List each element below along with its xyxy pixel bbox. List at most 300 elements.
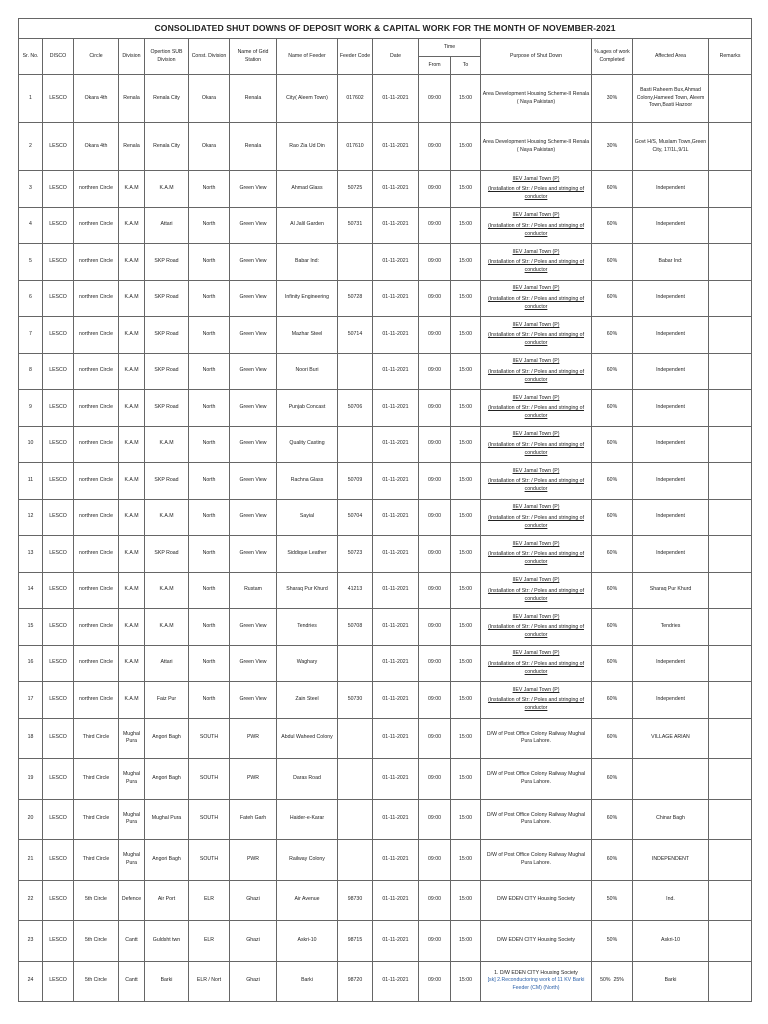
percent-value: 60% (606, 184, 618, 191)
cell-from: 09:00 (419, 718, 451, 759)
percent-value: 60% (606, 815, 618, 822)
cell-grid: Renala (230, 123, 277, 171)
purpose-line-1: IIEV Jamal Town (P) (512, 540, 560, 547)
col-header-from: From (419, 57, 451, 75)
purpose-line-1: IIEV Jamal Town (P) (512, 321, 560, 328)
cell-from: 09:00 (419, 799, 451, 840)
purpose-line-2: (Installation of Str: / Poles and stringing of conductor (487, 697, 585, 712)
cell-sr: 12 (19, 499, 43, 536)
cell-sub: SKP Road (145, 390, 189, 427)
cell-circle: 5th Circle (74, 961, 119, 1002)
cell-percent (592, 759, 633, 800)
cell-const: North (189, 645, 230, 682)
cell-purpose (481, 390, 592, 427)
cell-circle: northren Circle (74, 390, 119, 427)
cell-percent (592, 123, 633, 171)
cell-sr: 10 (19, 426, 43, 463)
cell-grid: Rustam (230, 572, 277, 609)
cell-to: 15:00 (451, 499, 481, 536)
cell-sr: 20 (19, 799, 43, 840)
cell-sub: SKP Road (145, 244, 189, 281)
cell-percent (592, 75, 633, 123)
cell-area: Independent (633, 207, 709, 244)
cell-sr: 8 (19, 353, 43, 390)
cell-code: 41213 (338, 572, 373, 609)
col-header-circle: Circle (74, 39, 119, 75)
cell-circle: northren Circle (74, 572, 119, 609)
cell-disco: LESCO (43, 123, 74, 171)
purpose-line-2: (Installation of Str: / Poles and stringing of conductor (487, 624, 585, 639)
table-row (19, 75, 752, 123)
cell-sub: SKP Road (145, 317, 189, 354)
cell-circle: northren Circle (74, 499, 119, 536)
cell-purpose (481, 840, 592, 881)
col-header-feeder-code: Feeder Code (338, 39, 373, 75)
cell-purpose (481, 463, 592, 500)
purpose-line-2: (Installation of Str: / Poles and stringing of conductor (487, 186, 585, 201)
shutdown-schedule-sheet (18, 18, 751, 1002)
col-header-sr: Sr. No. (19, 39, 43, 75)
cell-feeder: Barki (277, 961, 338, 1002)
cell-disco: LESCO (43, 317, 74, 354)
table-row (19, 921, 752, 962)
cell-remarks (709, 426, 752, 463)
cell-disco: LESCO (43, 390, 74, 427)
cell-grid: Green View (230, 171, 277, 208)
cell-remarks (709, 880, 752, 921)
cell-remarks (709, 609, 752, 646)
cell-percent (592, 463, 633, 500)
cell-disco: LESCO (43, 207, 74, 244)
cell-date: 01-11-2021 (373, 244, 419, 281)
cell-sub: Angori Bagh (145, 759, 189, 800)
cell-area: Barki (633, 961, 709, 1002)
cell-sr: 1 (19, 75, 43, 123)
cell-sub: Renala City (145, 75, 189, 123)
cell-percent (592, 353, 633, 390)
cell-grid: Green View (230, 280, 277, 317)
cell-date: 01-11-2021 (373, 317, 419, 354)
percent-value: 60% (606, 586, 618, 593)
cell-percent (592, 645, 633, 682)
cell-percent (592, 207, 633, 244)
cell-circle: northren Circle (74, 317, 119, 354)
cell-disco: LESCO (43, 463, 74, 500)
cell-circle: northren Circle (74, 426, 119, 463)
cell-code: 50730 (338, 682, 373, 719)
cell-to: 15:00 (451, 799, 481, 840)
cell-area: Independent (633, 426, 709, 463)
cell-to: 15:00 (451, 426, 481, 463)
cell-division: K.A.M (119, 499, 145, 536)
cell-sub: SKP Road (145, 280, 189, 317)
cell-division: Mughal Pura (119, 840, 145, 881)
cell-const: North (189, 244, 230, 281)
cell-purpose (481, 75, 592, 123)
purpose-line-2: (Installation of Str: / Poles and stringing of conductor (487, 478, 585, 493)
cell-date: 01-11-2021 (373, 759, 419, 800)
cell-to: 15:00 (451, 572, 481, 609)
purpose-line-1: IIEV Jamal Town (P) (512, 358, 560, 365)
cell-disco: LESCO (43, 880, 74, 921)
cell-division: K.A.M (119, 390, 145, 427)
purpose-line-2: (Installation of Str: / Poles and stringing of conductor (487, 405, 585, 420)
cell-sr: 6 (19, 280, 43, 317)
cell-from: 09:00 (419, 499, 451, 536)
table-row (19, 718, 752, 759)
percent-value-2: 25% (613, 977, 624, 984)
cell-disco: LESCO (43, 280, 74, 317)
cell-percent (592, 317, 633, 354)
cell-area: Independent (633, 353, 709, 390)
cell-feeder: Tendries (277, 609, 338, 646)
cell-division: K.A.M (119, 463, 145, 500)
cell-percent (592, 499, 633, 536)
cell-date: 01-11-2021 (373, 207, 419, 244)
cell-circle: 5th Circle (74, 921, 119, 962)
cell-date: 01-11-2021 (373, 645, 419, 682)
cell-percent (592, 244, 633, 281)
cell-disco: LESCO (43, 244, 74, 281)
purpose-line-1: IIEV Jamal Town (P) (512, 504, 560, 511)
cell-division: Renala (119, 123, 145, 171)
purpose-line-1: 1. D/W EDEN CITY Housing Society (494, 969, 578, 976)
cell-sr: 19 (19, 759, 43, 800)
cell-from: 09:00 (419, 759, 451, 800)
col-header-disco: DISCO (43, 39, 74, 75)
cell-grid: Green View (230, 645, 277, 682)
cell-division: Cantt (119, 921, 145, 962)
cell-disco: LESCO (43, 572, 74, 609)
cell-grid: Green View (230, 536, 277, 573)
percent-value: 50% (600, 977, 611, 984)
cell-date: 01-11-2021 (373, 463, 419, 500)
cell-disco: LESCO (43, 840, 74, 881)
col-header-percent: %.ages of work Completed (592, 39, 633, 75)
cell-purpose (481, 499, 592, 536)
cell-grid: Green View (230, 609, 277, 646)
cell-grid: Green View (230, 499, 277, 536)
purpose-line-2: (Installation of Str: / Poles and stringing of conductor (487, 441, 585, 456)
cell-const: North (189, 207, 230, 244)
table-row (19, 840, 752, 881)
cell-feeder: Quality Casting (277, 426, 338, 463)
percent-value: 60% (606, 403, 618, 410)
cell-feeder: Rao Zia Ud Din (277, 123, 338, 171)
percent-value: 30% (606, 94, 618, 101)
cell-from: 09:00 (419, 961, 451, 1002)
cell-purpose (481, 207, 592, 244)
cell-grid: PWR (230, 840, 277, 881)
col-header-affected-area: Affected Area (633, 39, 709, 75)
purpose-line-1: D/W of Post Office Colony Railway Mughal Pura Lahore. (486, 730, 586, 745)
cell-feeder: Siddique Leather (277, 536, 338, 573)
cell-code (338, 244, 373, 281)
col-header-remarks: Remarks (709, 39, 752, 75)
cell-division: K.A.M (119, 645, 145, 682)
cell-grid: Renala (230, 75, 277, 123)
cell-area: Independent (633, 499, 709, 536)
cell-from: 09:00 (419, 171, 451, 208)
cell-sr: 21 (19, 840, 43, 881)
cell-circle: Third Circle (74, 799, 119, 840)
table-row (19, 353, 752, 390)
cell-grid: Green View (230, 426, 277, 463)
purpose-line-2: (Installation of Str: / Poles and stringing of conductor (487, 332, 585, 347)
cell-purpose (481, 171, 592, 208)
cell-const: ELR (189, 880, 230, 921)
cell-sub: SKP Road (145, 536, 189, 573)
cell-area: Tendries (633, 609, 709, 646)
cell-percent (592, 536, 633, 573)
cell-disco: LESCO (43, 426, 74, 463)
cell-percent (592, 961, 633, 1002)
cell-sr: 5 (19, 244, 43, 281)
cell-division: K.A.M (119, 353, 145, 390)
cell-date: 01-11-2021 (373, 171, 419, 208)
cell-date: 01-11-2021 (373, 499, 419, 536)
cell-area: Ind. (633, 880, 709, 921)
percent-value: 60% (606, 294, 618, 301)
cell-grid: Green View (230, 390, 277, 427)
cell-circle: northren Circle (74, 171, 119, 208)
cell-date: 01-11-2021 (373, 961, 419, 1002)
cell-division: K.A.M (119, 280, 145, 317)
cell-division: Mughal Pura (119, 718, 145, 759)
percent-value: 50% (606, 936, 618, 943)
percent-value: 60% (606, 659, 618, 666)
cell-from: 09:00 (419, 921, 451, 962)
purpose-line-1: IIEV Jamal Town (P) (512, 467, 560, 474)
cell-purpose (481, 353, 592, 390)
cell-percent (592, 880, 633, 921)
table-row (19, 799, 752, 840)
cell-sr: 13 (19, 536, 43, 573)
cell-percent (592, 390, 633, 427)
cell-feeder: Babar Ind: (277, 244, 338, 281)
cell-sub: Angori Bagh (145, 840, 189, 881)
cell-code: 50725 (338, 171, 373, 208)
cell-const: North (189, 353, 230, 390)
table-row (19, 499, 752, 536)
cell-sub: K.A.M (145, 499, 189, 536)
cell-area: Basti Raheem Bux,Ahmad Colony,Hameed Town, Aleem Town,Basti Hazoor (633, 75, 709, 123)
cell-division: K.A.M (119, 536, 145, 573)
cell-area: Askri-10 (633, 921, 709, 962)
cell-from: 09:00 (419, 645, 451, 682)
cell-remarks (709, 645, 752, 682)
cell-area: Babar Ind: (633, 244, 709, 281)
cell-circle: northren Circle (74, 609, 119, 646)
table-row (19, 123, 752, 171)
cell-from: 09:00 (419, 572, 451, 609)
cell-from: 09:00 (419, 75, 451, 123)
purpose-line-1: D/W of Post Office Colony Railway Mughal Pura Lahore. (486, 811, 586, 826)
cell-code (338, 840, 373, 881)
cell-feeder: Daras Road (277, 759, 338, 800)
table-row (19, 207, 752, 244)
cell-code (338, 799, 373, 840)
cell-to: 15:00 (451, 280, 481, 317)
percent-value: 60% (606, 622, 618, 629)
cell-purpose (481, 682, 592, 719)
purpose-line-2: (Installation of Str: / Poles and stringing of conductor (487, 222, 585, 237)
cell-division: Defence (119, 880, 145, 921)
cell-const: North (189, 536, 230, 573)
cell-grid: PWR (230, 718, 277, 759)
cell-disco: LESCO (43, 353, 74, 390)
percent-value: 30% (606, 142, 618, 149)
cell-sub: K.A.M (145, 171, 189, 208)
table-row (19, 609, 752, 646)
cell-area (633, 759, 709, 800)
cell-remarks (709, 536, 752, 573)
cell-division: K.A.M (119, 682, 145, 719)
cell-area: Independent (633, 390, 709, 427)
table-row (19, 280, 752, 317)
cell-from: 09:00 (419, 880, 451, 921)
cell-date: 01-11-2021 (373, 280, 419, 317)
table-row (19, 463, 752, 500)
shutdown-table (18, 18, 752, 1002)
cell-sub: Attari (145, 645, 189, 682)
cell-to: 15:00 (451, 317, 481, 354)
cell-to: 15:00 (451, 718, 481, 759)
cell-grid: Green View (230, 244, 277, 281)
cell-area: VILLAGE ARIAN (633, 718, 709, 759)
cell-date: 01-11-2021 (373, 426, 419, 463)
cell-area: Independent (633, 463, 709, 500)
col-header-sub-division: Opertion SUB Division (145, 39, 189, 75)
purpose-line-1: IIEV Jamal Town (P) (512, 686, 560, 693)
cell-code: 50706 (338, 390, 373, 427)
table-row (19, 536, 752, 573)
cell-const: SOUTH (189, 718, 230, 759)
cell-const: Okara (189, 123, 230, 171)
cell-code: 98715 (338, 921, 373, 962)
cell-remarks (709, 799, 752, 840)
cell-const: North (189, 280, 230, 317)
cell-percent (592, 572, 633, 609)
cell-const: North (189, 171, 230, 208)
cell-sub: Renala City (145, 123, 189, 171)
cell-grid: Ghazi (230, 921, 277, 962)
cell-area: Independent (633, 645, 709, 682)
table-row (19, 317, 752, 354)
cell-circle: Third Circle (74, 718, 119, 759)
cell-from: 09:00 (419, 426, 451, 463)
cell-disco: LESCO (43, 645, 74, 682)
cell-sub: K.A.M (145, 572, 189, 609)
col-header-feeder: Name of Feeder (277, 39, 338, 75)
cell-feeder: Zain Steel (277, 682, 338, 719)
cell-remarks (709, 244, 752, 281)
cell-const: North (189, 463, 230, 500)
cell-code: 017610 (338, 123, 373, 171)
purpose-line-1: D/W of Post Office Colony Railway Mughal Pura Lahore. (486, 852, 586, 866)
cell-percent (592, 682, 633, 719)
cell-const: ELR / Nort (189, 961, 230, 1002)
cell-purpose (481, 645, 592, 682)
cell-const: SOUTH (189, 840, 230, 881)
cell-area: Govt H/S, Muslam Town,Green City, 17/1L,9/1L (633, 123, 709, 171)
cell-sr: 15 (19, 609, 43, 646)
percent-value: 60% (606, 330, 618, 337)
cell-from: 09:00 (419, 840, 451, 881)
page-title: CONSOLIDATED SHUT DOWNS OF DEPOSIT WORK & CAPITAL WORK FOR THE MONTH OF NOVEMBER-2021 (19, 19, 752, 39)
cell-to: 15:00 (451, 921, 481, 962)
col-header-time: Time (419, 39, 481, 57)
cell-code: 98720 (338, 961, 373, 1002)
percent-value: 60% (606, 221, 618, 228)
cell-sub: Mughal Pura (145, 799, 189, 840)
table-row (19, 880, 752, 921)
cell-circle: northren Circle (74, 536, 119, 573)
cell-sr: 16 (19, 645, 43, 682)
cell-remarks (709, 682, 752, 719)
table-row (19, 572, 752, 609)
cell-sub: Guldsht twn (145, 921, 189, 962)
cell-sr: 24 (19, 961, 43, 1002)
cell-disco: LESCO (43, 499, 74, 536)
cell-const: North (189, 317, 230, 354)
cell-sub: K.A.M (145, 609, 189, 646)
cell-grid: Green View (230, 207, 277, 244)
cell-date: 01-11-2021 (373, 123, 419, 171)
cell-from: 09:00 (419, 536, 451, 573)
cell-sub: SKP Road (145, 463, 189, 500)
cell-code: 50731 (338, 207, 373, 244)
cell-grid: Fateh Garh (230, 799, 277, 840)
cell-division: Cantt (119, 961, 145, 1002)
cell-to: 15:00 (451, 880, 481, 921)
percent-value: 60% (606, 695, 618, 702)
cell-grid: Green View (230, 463, 277, 500)
cell-const: North (189, 572, 230, 609)
cell-sr: 18 (19, 718, 43, 759)
cell-circle: northren Circle (74, 280, 119, 317)
table-body (19, 75, 752, 1002)
cell-date: 01-11-2021 (373, 536, 419, 573)
cell-date: 01-11-2021 (373, 609, 419, 646)
cell-sr: 2 (19, 123, 43, 171)
cell-percent (592, 426, 633, 463)
purpose-line-1: IIEV Jamal Town (P) (512, 285, 560, 292)
cell-to: 15:00 (451, 244, 481, 281)
cell-disco: LESCO (43, 759, 74, 800)
table-row (19, 645, 752, 682)
cell-circle: 5th Circle (74, 880, 119, 921)
percent-value: 60% (606, 476, 618, 483)
cell-grid: Ghazi (230, 961, 277, 1002)
cell-sr: 23 (19, 921, 43, 962)
cell-grid: Green View (230, 317, 277, 354)
cell-from: 09:00 (419, 463, 451, 500)
cell-to: 15:00 (451, 645, 481, 682)
percent-value: 60% (606, 774, 618, 781)
purpose-line-2: [sk] 2.Reconductoring work of 11 KV Barki Feeder (CM) (North) (487, 977, 585, 992)
cell-division: K.A.M (119, 572, 145, 609)
cell-sr: 3 (19, 171, 43, 208)
cell-circle: Okara 4th (74, 123, 119, 171)
table-row (19, 961, 752, 1002)
percent-value: 60% (606, 367, 618, 374)
cell-feeder: Waghary (277, 645, 338, 682)
cell-to: 15:00 (451, 463, 481, 500)
cell-remarks (709, 921, 752, 962)
purpose-line-2: (Installation of Str: / Poles and stringing of conductor (487, 259, 585, 274)
cell-disco: LESCO (43, 799, 74, 840)
